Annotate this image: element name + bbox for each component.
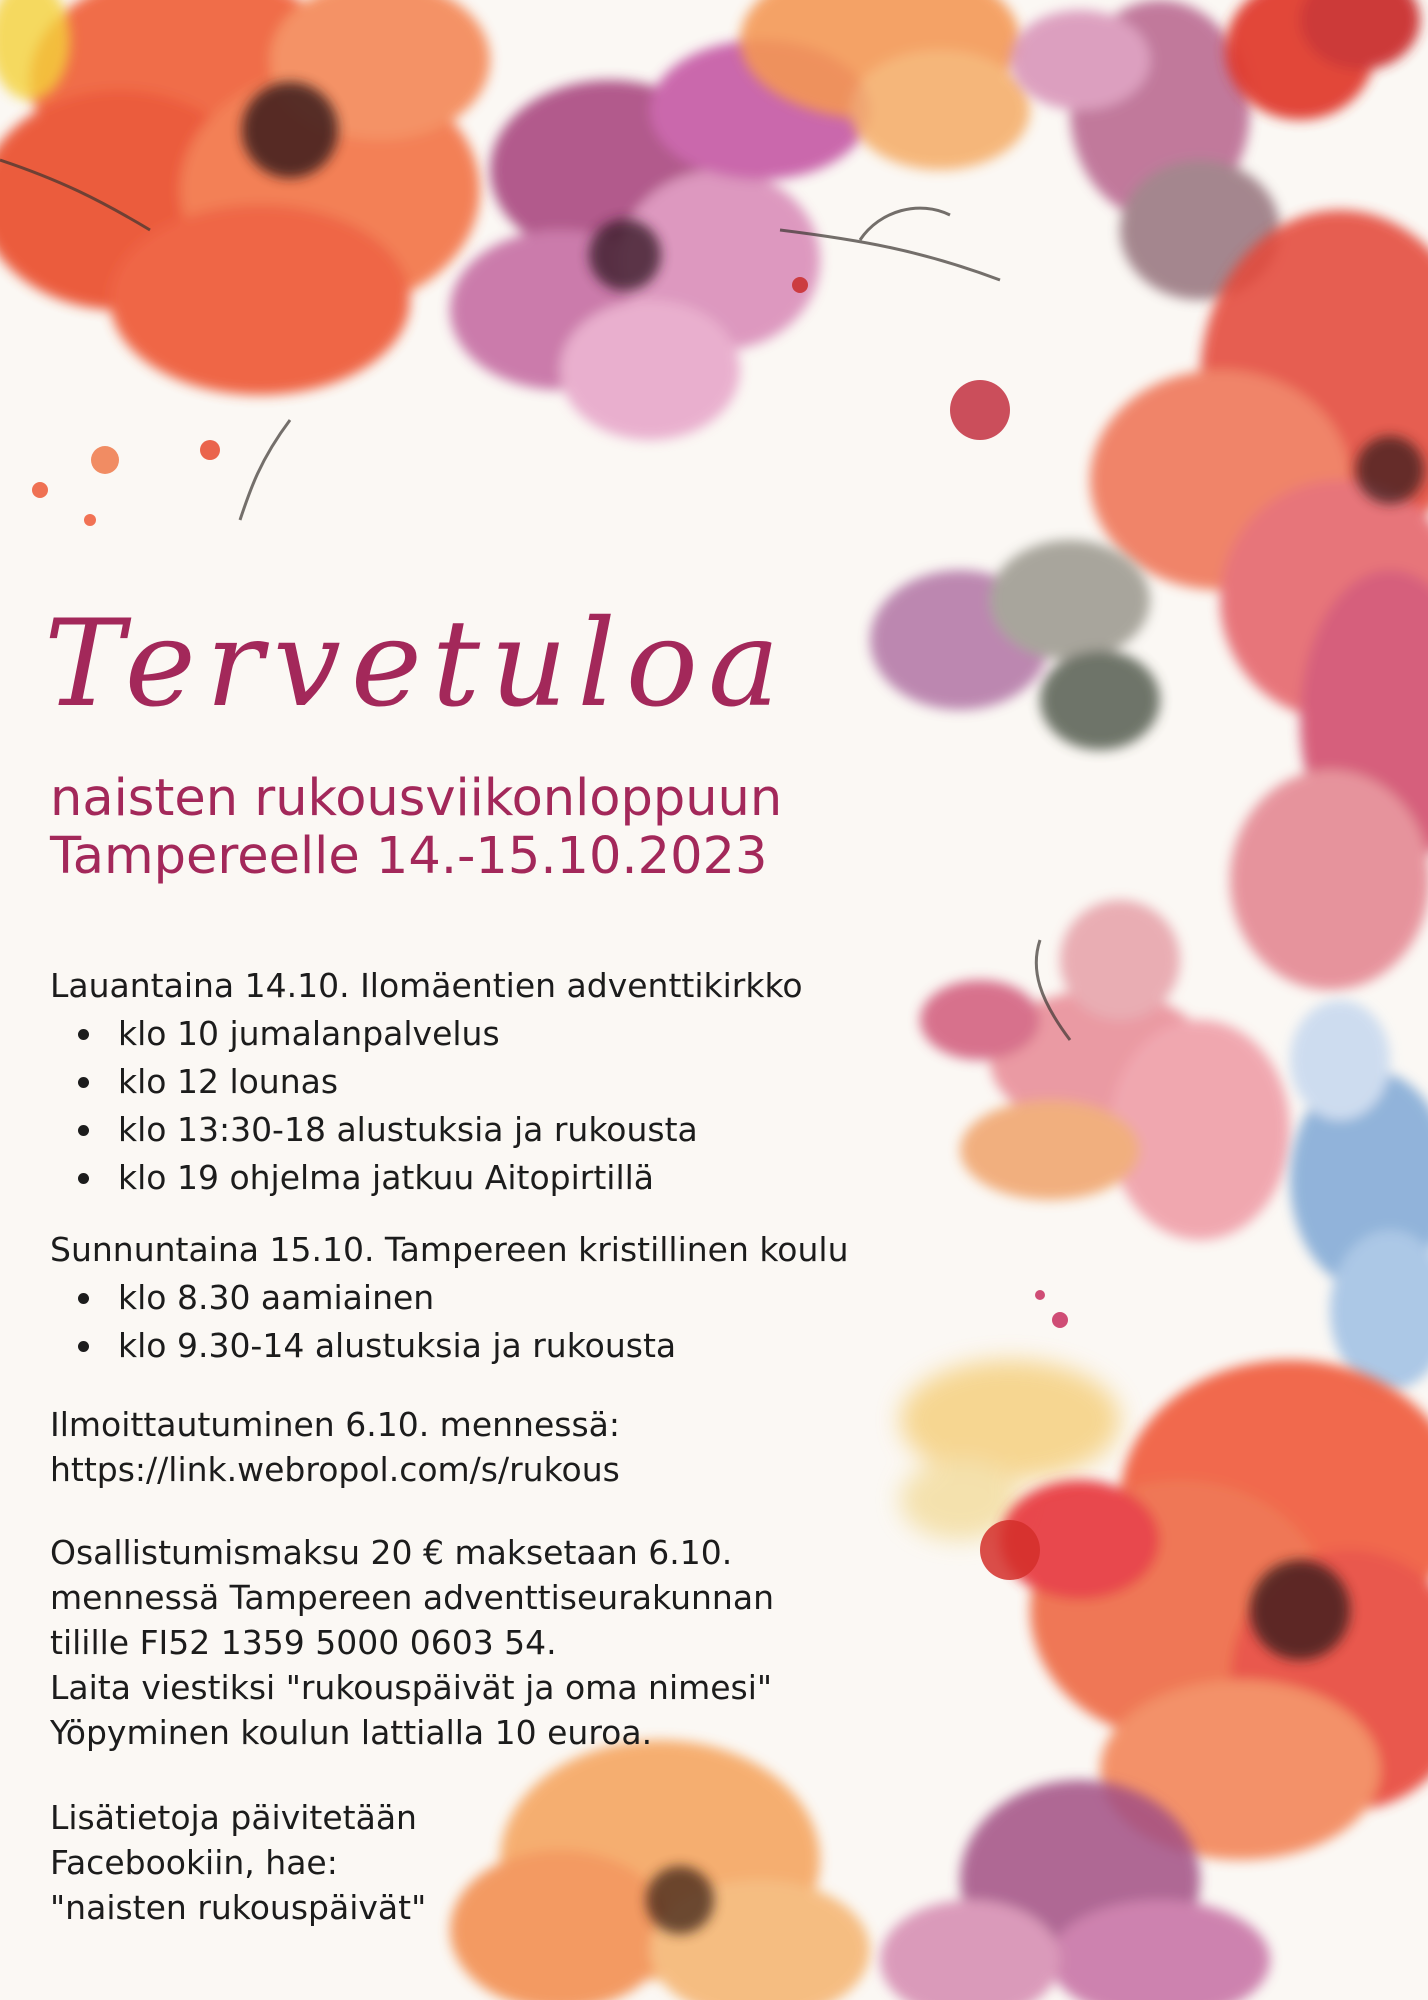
orange-flower-bottom	[450, 1740, 870, 2000]
list-item: klo 19 ohjelma jatkuu Aitopirtillä	[118, 1154, 1030, 1202]
list-item: klo 13:30-18 alustuksia ja rukousta	[118, 1106, 1030, 1154]
sunday-heading: Sunnuntaina 15.10. Tampereen kristillinen koulu	[50, 1230, 849, 1269]
saturday-heading: Lauantaina 14.10. Ilomäentien adventtikirkko	[50, 966, 803, 1005]
registration-line: Ilmoittautuminen 6.10. mennessä:	[50, 1405, 620, 1444]
flower-center	[646, 1866, 714, 1934]
payment-line: Yöpyminen koulun lattialla 10 euroa.	[50, 1713, 653, 1752]
payment-info	[50, 1530, 774, 1755]
payment-line: Laita viestiksi "rukouspäivät ja oma nimesi"	[50, 1668, 773, 1707]
registration-link[interactable]: https://link.webropol.com/s/rukous	[50, 1450, 620, 1489]
more-info-line: Lisätietoja päivitetään	[50, 1798, 417, 1837]
payment-line: mennessä Tampereen adventtiseurakunnan	[50, 1578, 774, 1617]
mauve-leaves-right	[870, 540, 1160, 750]
more-info-line: Facebookiin, hae:	[50, 1843, 338, 1882]
subtitle-line-2: Tampereelle 14.-15.10.2023	[50, 827, 768, 886]
list-item: klo 8.30 aamiainen	[118, 1274, 1030, 1322]
saturday-section	[50, 962, 1030, 1202]
paint-splatter	[32, 277, 1068, 1580]
more-info	[50, 1795, 426, 1930]
orange-flower-top-left	[0, 0, 490, 395]
flower-center	[589, 219, 661, 291]
event-subtitle	[50, 770, 782, 886]
sunday-schedule-list	[50, 1274, 1030, 1370]
subtitle-line-1: naisten rukousviikonloppuun	[50, 769, 783, 828]
flower-center	[242, 82, 338, 178]
registration-info	[50, 1402, 620, 1492]
flower-center	[1356, 436, 1424, 504]
list-item: klo 12 lounas	[118, 1058, 1030, 1106]
welcome-title: Tervetuloa	[44, 595, 790, 734]
flower-center	[1250, 1560, 1350, 1660]
red-tulip-top-right	[1225, 0, 1420, 120]
list-item: klo 10 jumalanpalvelus	[118, 1010, 1030, 1058]
payment-line: tilille FI52 1359 5000 0603 54.	[50, 1623, 557, 1662]
payment-line: Osallistumismaksu 20 € maksetaan 6.10.	[50, 1533, 733, 1572]
saturday-schedule-list	[50, 1010, 1030, 1202]
blue-flower-right	[1290, 1000, 1428, 1390]
more-info-line: "naisten rukouspäivät"	[50, 1888, 427, 1927]
sunday-section	[50, 1226, 1030, 1370]
list-item: klo 9.30-14 alustuksia ja rukousta	[118, 1322, 1030, 1370]
